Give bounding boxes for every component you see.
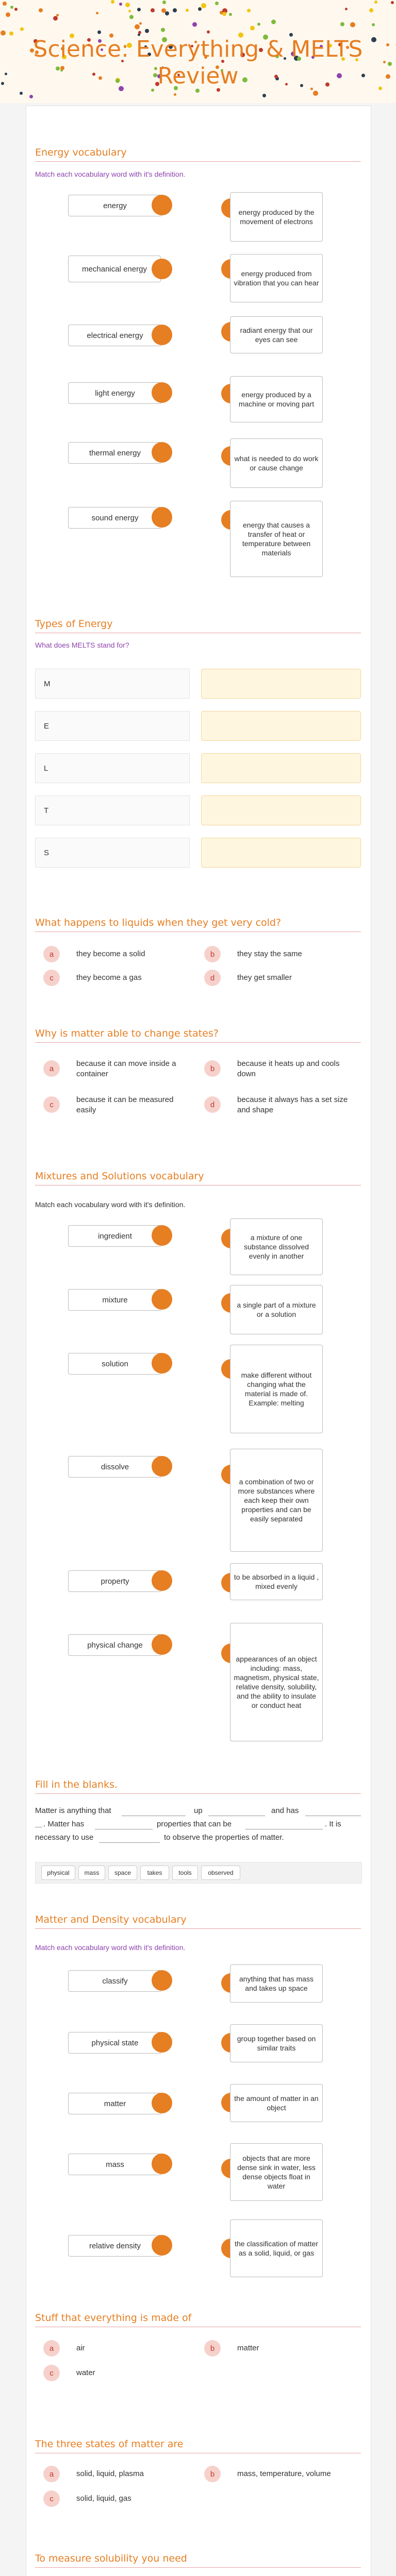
match-term[interactable]: physical change bbox=[68, 1634, 162, 1656]
instruction-text: Match each vocabulary word with it's definition. bbox=[35, 170, 186, 178]
confetti-dot bbox=[198, 7, 202, 11]
option-a-badge[interactable]: a bbox=[43, 1060, 60, 1077]
fill-text: to observe the properties of matter. bbox=[164, 1833, 284, 1842]
confetti-dot bbox=[345, 8, 348, 10]
fill-text: up bbox=[194, 1806, 203, 1815]
confetti-dot bbox=[374, 1, 377, 4]
match-term[interactable]: physical state bbox=[68, 2032, 162, 2054]
word-chip[interactable]: space bbox=[108, 1866, 137, 1880]
confetti-dot bbox=[271, 20, 276, 24]
question-title-states: Why is matter able to change states? bbox=[35, 1028, 219, 1039]
option-a-text[interactable]: solid, liquid, plasma bbox=[76, 2469, 144, 2478]
match-term[interactable]: light energy bbox=[68, 382, 162, 404]
match-definition[interactable]: a single part of a mixture or a solution bbox=[230, 1285, 323, 1334]
confetti-dot bbox=[247, 9, 251, 12]
confetti-dot bbox=[192, 22, 197, 27]
option-b-text[interactable]: matter bbox=[237, 2344, 259, 2352]
confetti-dot bbox=[186, 9, 189, 12]
confetti-dot bbox=[201, 3, 206, 8]
acronym-letter: S bbox=[44, 849, 50, 857]
match-connector[interactable] bbox=[152, 2032, 172, 2053]
confetti-dot bbox=[3, 2, 7, 6]
confetti-dot bbox=[97, 30, 101, 34]
match-term[interactable]: mass bbox=[68, 2154, 162, 2175]
confetti-dot bbox=[161, 8, 166, 13]
confetti-dot bbox=[56, 14, 59, 16]
blank-field[interactable] bbox=[99, 1842, 160, 1843]
acronym-answer-field[interactable] bbox=[201, 711, 361, 741]
question-title-made-of: Stuff that everything is made of bbox=[35, 2312, 192, 2324]
section-title-mixtures-vocab: Mixtures and Solutions vocabulary bbox=[35, 1171, 204, 1182]
acronym-letter: E bbox=[44, 722, 50, 731]
word-chip[interactable]: mass bbox=[78, 1866, 105, 1880]
match-term[interactable]: mechanical energy bbox=[68, 256, 161, 282]
match-definition[interactable]: a combination of two or more substances where each keep their own properties and can be easily separated bbox=[230, 1449, 323, 1552]
instruction-text: Match each vocabulary word with it's definition. bbox=[35, 1943, 186, 1952]
confetti-dot bbox=[1, 30, 6, 36]
section-divider bbox=[35, 1793, 361, 1794]
match-definition[interactable]: energy produced by a machine or moving part bbox=[230, 376, 323, 422]
match-connector[interactable] bbox=[152, 1456, 172, 1477]
word-chip[interactable]: physical bbox=[41, 1866, 75, 1880]
fill-text: . It is bbox=[325, 1820, 341, 1828]
match-term[interactable]: sound energy bbox=[68, 507, 162, 529]
acronym-letter: T bbox=[44, 806, 49, 815]
acronym-letter-cell bbox=[35, 753, 190, 783]
word-chip[interactable]: takes bbox=[140, 1866, 169, 1880]
confetti-dot bbox=[174, 93, 176, 96]
match-term[interactable]: ingredient bbox=[68, 1225, 162, 1247]
option-b-text[interactable]: they stay the same bbox=[237, 950, 302, 958]
option-d-badge[interactable]: d bbox=[204, 970, 221, 986]
instruction-text: What does MELTS stand for? bbox=[35, 641, 129, 649]
acronym-row bbox=[35, 711, 361, 742]
acronym-letter-cell bbox=[35, 669, 190, 699]
option-d-text[interactable]: because it always has a set size and shape bbox=[237, 1095, 348, 1114]
fill-text: and has bbox=[271, 1806, 299, 1815]
section-divider bbox=[35, 1042, 361, 1043]
word-chip[interactable]: observed bbox=[201, 1866, 240, 1880]
match-connector[interactable] bbox=[152, 1634, 172, 1655]
confetti-dot bbox=[10, 6, 13, 9]
confetti-dot bbox=[262, 94, 266, 97]
match-connector[interactable] bbox=[152, 1289, 172, 1310]
confetti-dot bbox=[9, 31, 13, 36]
match-definition[interactable]: what is needed to do work or cause change bbox=[230, 438, 323, 488]
match-connector[interactable] bbox=[152, 382, 172, 403]
confetti-dot bbox=[151, 8, 155, 12]
confetti-dot bbox=[372, 23, 375, 26]
match-connector[interactable] bbox=[152, 1570, 172, 1591]
match-term[interactable]: dissolve bbox=[68, 1456, 162, 1478]
question-title-solubility: To measure solubility you need bbox=[35, 2553, 187, 2564]
option-a-text[interactable]: because it can move inside a container bbox=[76, 1059, 176, 1078]
confetti-dot bbox=[14, 8, 18, 11]
confetti-dot bbox=[125, 3, 130, 7]
confetti-dot bbox=[20, 92, 23, 95]
match-term[interactable]: energy bbox=[68, 195, 162, 216]
match-definition[interactable]: energy produced by the movement of electrons bbox=[230, 192, 323, 242]
option-c-text[interactable]: solid, liquid, gas bbox=[76, 2494, 131, 2503]
match-term[interactable]: classify bbox=[68, 1970, 162, 1992]
acronym-row bbox=[35, 795, 361, 826]
option-b-badge[interactable]: b bbox=[204, 2340, 221, 2357]
fill-text: Matter is anything that bbox=[35, 1806, 111, 1815]
acronym-letter-cell bbox=[35, 795, 190, 825]
confetti-dot bbox=[145, 29, 149, 33]
match-connector[interactable] bbox=[152, 442, 172, 463]
match-definition[interactable]: energy that causes a transfer of heat or temperature between materials bbox=[230, 501, 323, 577]
match-connector[interactable] bbox=[152, 2093, 172, 2113]
match-definition[interactable]: objects that are more dense sink in water, less dense objects float in water bbox=[230, 2143, 323, 2201]
section-divider bbox=[35, 2567, 361, 2568]
confetti-dot bbox=[96, 12, 98, 14]
acronym-answer-field[interactable] bbox=[201, 795, 361, 825]
option-c-badge[interactable]: c bbox=[43, 2365, 60, 2381]
match-term[interactable]: property bbox=[68, 1570, 162, 1592]
match-term[interactable]: solution bbox=[68, 1353, 162, 1375]
option-c-text[interactable]: water bbox=[76, 2368, 95, 2377]
confetti-dot bbox=[119, 3, 122, 6]
confetti-dot bbox=[111, 0, 114, 4]
match-term[interactable]: matter bbox=[68, 2093, 162, 2114]
confetti-dot bbox=[391, 1, 394, 4]
option-d-badge[interactable]: d bbox=[204, 1096, 221, 1113]
match-definition[interactable]: a mixture of one substance dissolved evenly in another bbox=[230, 1218, 323, 1275]
match-connector[interactable] bbox=[152, 1353, 172, 1374]
confetti-dot bbox=[6, 12, 10, 17]
match-definition[interactable]: to be absorbed in a liquid , mixed evenly bbox=[230, 1563, 323, 1600]
fill-text: properties that can be bbox=[157, 1820, 232, 1828]
option-c-text[interactable]: they become a gas bbox=[76, 973, 142, 982]
option-a-text[interactable]: they become a solid bbox=[76, 950, 145, 958]
confetti-dot bbox=[137, 8, 141, 11]
match-connector[interactable] bbox=[152, 2154, 172, 2174]
confetti-dot bbox=[128, 10, 131, 12]
match-definition[interactable]: radiant energy that our eyes can see bbox=[230, 316, 323, 353]
confetti-dot bbox=[162, 1, 166, 4]
match-definition[interactable]: appearances of an object including: mass, magnetism, physical state, relative density, solubility, and the ability to insulate or conduct heat bbox=[230, 1623, 323, 1741]
acronym-letter-cell bbox=[35, 838, 190, 868]
confetti-dot bbox=[340, 22, 344, 26]
acronym-letter: M bbox=[44, 680, 51, 688]
confetti-dot bbox=[161, 28, 165, 32]
match-connector[interactable] bbox=[152, 195, 172, 215]
confetti-dot bbox=[207, 30, 210, 33]
confetti-dot bbox=[165, 11, 169, 15]
instruction-text: Match each vocabulary word with it's definition. bbox=[35, 1200, 186, 1209]
section-title-fill-blanks: Fill in the blanks. bbox=[35, 1779, 118, 1790]
option-a-badge[interactable]: a bbox=[43, 2466, 60, 2482]
confetti-dot bbox=[39, 8, 43, 12]
match-term[interactable]: mixture bbox=[68, 1289, 162, 1311]
acronym-letter: L bbox=[44, 764, 48, 773]
word-chip[interactable]: tools bbox=[172, 1866, 198, 1880]
confetti-dot bbox=[369, 8, 373, 12]
match-term[interactable]: electrical energy bbox=[68, 325, 162, 346]
option-b-text[interactable]: because it heats up and cools down bbox=[237, 1059, 340, 1078]
acronym-answer-field[interactable] bbox=[201, 838, 361, 868]
acronym-row bbox=[35, 669, 361, 700]
confetti-dot bbox=[139, 22, 142, 25]
acronym-letter-cell bbox=[35, 711, 190, 741]
option-c-badge[interactable]: c bbox=[43, 970, 60, 986]
confetti-dot bbox=[20, 27, 24, 31]
option-c-text[interactable]: because it can be measured easily bbox=[76, 1095, 174, 1114]
page-title: Science: Everything & MELTS Review bbox=[33, 36, 363, 89]
confetti-dot bbox=[250, 26, 255, 30]
confetti-dot bbox=[257, 23, 260, 26]
match-definition[interactable]: make different without changing what the material is made of. Example: melting bbox=[230, 1345, 323, 1433]
section-divider bbox=[35, 161, 361, 162]
option-b-text[interactable]: mass, temperature, volume bbox=[237, 2469, 331, 2478]
confetti-dot bbox=[350, 22, 355, 27]
fill-text: necessary to use bbox=[35, 1833, 94, 1842]
confetti-dot bbox=[313, 91, 318, 96]
acronym-answer-field[interactable] bbox=[201, 669, 361, 699]
acronym-answer-field[interactable] bbox=[201, 753, 361, 783]
acronym-row bbox=[35, 753, 361, 784]
match-connector[interactable] bbox=[152, 507, 172, 528]
match-term[interactable]: relative density bbox=[68, 2235, 162, 2257]
match-definition[interactable]: the classification of matter as a solid, liquid, or gas bbox=[230, 2219, 323, 2277]
match-definition[interactable]: energy produced from vibration that you can hear bbox=[230, 254, 323, 302]
option-d-text[interactable]: they get smaller bbox=[237, 973, 292, 982]
section-title-density-vocab: Matter and Density vocabulary bbox=[35, 1914, 187, 1925]
match-connector[interactable] bbox=[152, 1970, 172, 1991]
option-b-badge[interactable]: b bbox=[204, 1060, 221, 1077]
option-c-badge[interactable]: c bbox=[43, 1096, 60, 1113]
match-connector[interactable] bbox=[152, 259, 172, 279]
confetti-dot bbox=[129, 15, 134, 19]
acronym-row bbox=[35, 838, 361, 869]
match-definition[interactable]: anything that has mass and takes up space bbox=[230, 1964, 323, 2003]
option-a-badge[interactable]: a bbox=[43, 946, 60, 962]
section-divider bbox=[35, 1928, 361, 1929]
match-term[interactable]: thermal energy bbox=[68, 442, 162, 464]
question-title-three-states: The three states of matter are bbox=[35, 2438, 184, 2450]
option-b-badge[interactable]: b bbox=[204, 2466, 221, 2482]
fill-text: . Matter has bbox=[43, 1820, 85, 1828]
confetti-dot bbox=[53, 16, 58, 21]
section-title-energy-vocab: Energy vocabulary bbox=[35, 147, 127, 158]
match-connector[interactable] bbox=[152, 2235, 172, 2256]
confetti-dot bbox=[173, 8, 177, 12]
match-connector[interactable] bbox=[152, 325, 172, 345]
confetti-dot bbox=[135, 24, 140, 29]
match-definition[interactable]: the amount of matter in an object bbox=[230, 2084, 323, 2122]
option-b-badge[interactable]: b bbox=[204, 946, 221, 962]
option-c-badge[interactable]: c bbox=[43, 2490, 60, 2507]
option-a-text[interactable]: air bbox=[76, 2344, 85, 2352]
confetti-dot bbox=[229, 13, 232, 16]
confetti-dot bbox=[215, 2, 219, 5]
question-title-liquids: What happens to liquids when they get very cold? bbox=[35, 917, 282, 928]
match-connector[interactable] bbox=[152, 1225, 172, 1246]
confetti-dot bbox=[29, 95, 33, 98]
section-divider bbox=[35, 931, 361, 932]
confetti-dot bbox=[222, 12, 226, 16]
match-definition[interactable]: group together based on similar traits bbox=[230, 2024, 323, 2062]
option-a-badge[interactable]: a bbox=[43, 2340, 60, 2357]
section-title-types-energy: Types of Energy bbox=[35, 618, 113, 630]
